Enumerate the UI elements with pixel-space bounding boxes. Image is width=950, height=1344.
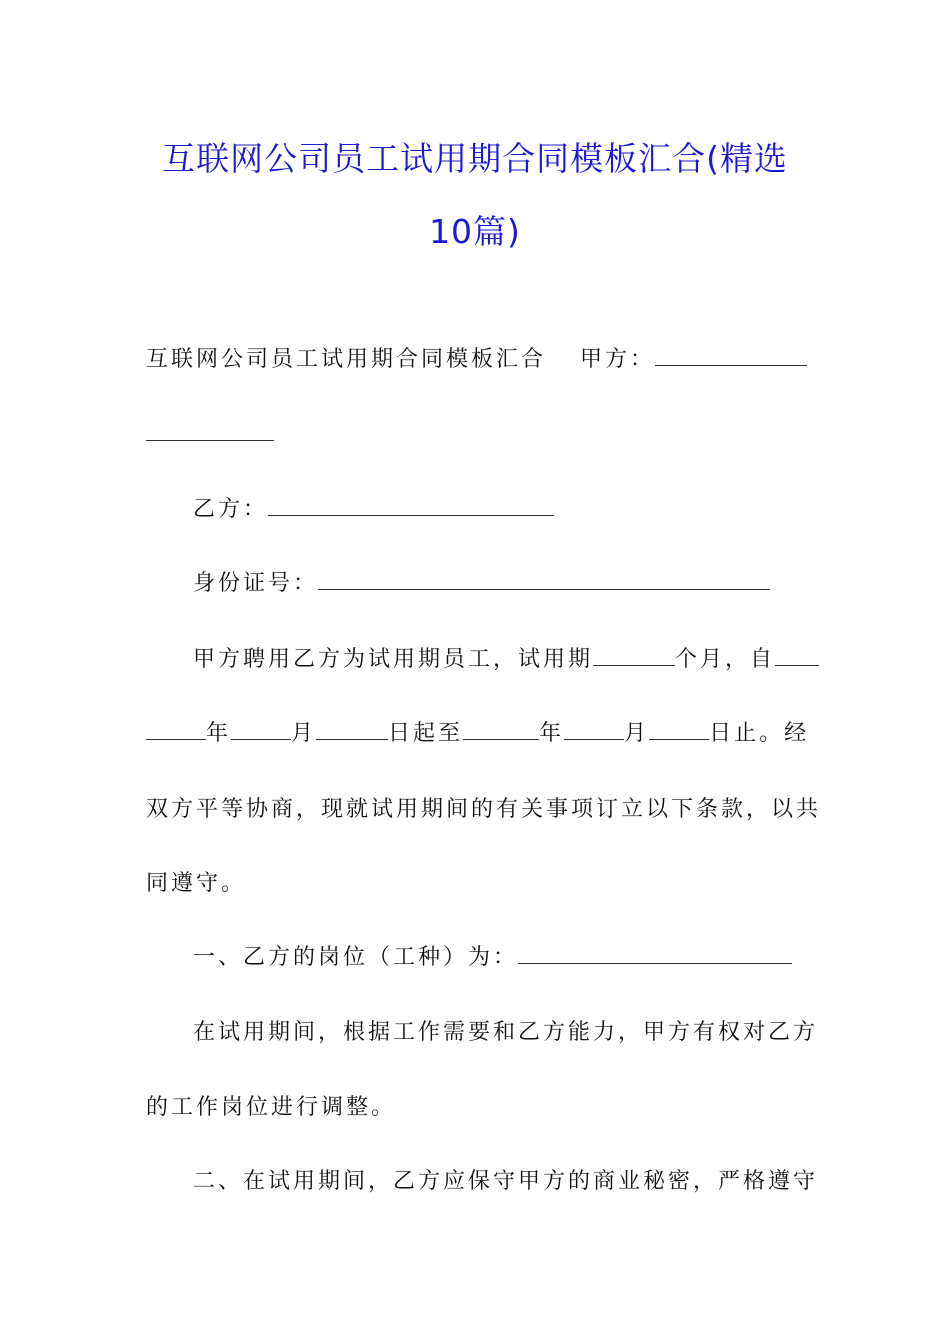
paragraph-1-line-3: 双方平等协商，现就试用期间的有关事项订立以下条款，以共: [146, 797, 822, 822]
id-number-row: [193, 569, 770, 599]
party-a-label: 甲方：: [580, 347, 656, 372]
start-year-blank-a: [775, 645, 819, 666]
year-label-2: 年: [539, 721, 565, 746]
clause-1-label: 一、乙方的岗位（工种）为：: [193, 945, 519, 970]
id-number-label: 身份证号：: [193, 571, 319, 596]
p1-text-b: 个月，自: [675, 647, 776, 672]
paragraph-1-line-1: [193, 645, 819, 675]
end-year-blank: [463, 719, 539, 740]
clause-2-line-1: 二、在试用期间，乙方应保守甲方的商业秘密，严格遵守: [193, 1169, 819, 1194]
start-year-blank-b: [146, 719, 206, 740]
year-label-1: 年: [206, 721, 232, 746]
paragraph-2-line-2: 的工作岗位进行调整。: [146, 1095, 397, 1120]
party-a-blank-2: [146, 420, 274, 441]
start-day-blank: [316, 719, 388, 740]
intro-heading: 互联网公司员工试用期合同模板汇合: [146, 347, 547, 372]
paragraph-1-line-2: [146, 719, 809, 749]
document-title: 互联网公司员工试用期合同模板汇合(精选: [162, 139, 788, 178]
id-number-blank: [318, 569, 770, 590]
day-label-2: 日止。经: [709, 721, 810, 746]
day-label-1: 日起至: [388, 721, 464, 746]
position-blank: [518, 943, 792, 964]
p1-text-a: 甲方聘用乙方为试用期员工，试用期: [193, 647, 594, 672]
party-b-row: [193, 495, 554, 525]
month-label-1: 月: [291, 721, 317, 746]
party-a-blank-continued: [146, 420, 274, 450]
end-day-blank: [649, 719, 709, 740]
trial-months-blank: [593, 645, 675, 666]
party-b-blank: [268, 495, 554, 516]
party-b-label: 乙方：: [193, 497, 269, 522]
party-a-row: [580, 345, 807, 375]
paragraph-2-line-1: 在试用期间，根据工作需要和乙方能力，甲方有权对乙方: [193, 1020, 819, 1045]
intro-text: [146, 345, 546, 375]
party-a-blank: [655, 345, 807, 366]
clause-1-row: [193, 943, 792, 973]
end-month-blank: [564, 719, 624, 740]
month-label-2: 月: [624, 721, 650, 746]
document-title-continued: 10篇): [429, 212, 521, 251]
start-month-blank: [231, 719, 291, 740]
paragraph-1-line-4: 同遵守。: [146, 871, 247, 896]
